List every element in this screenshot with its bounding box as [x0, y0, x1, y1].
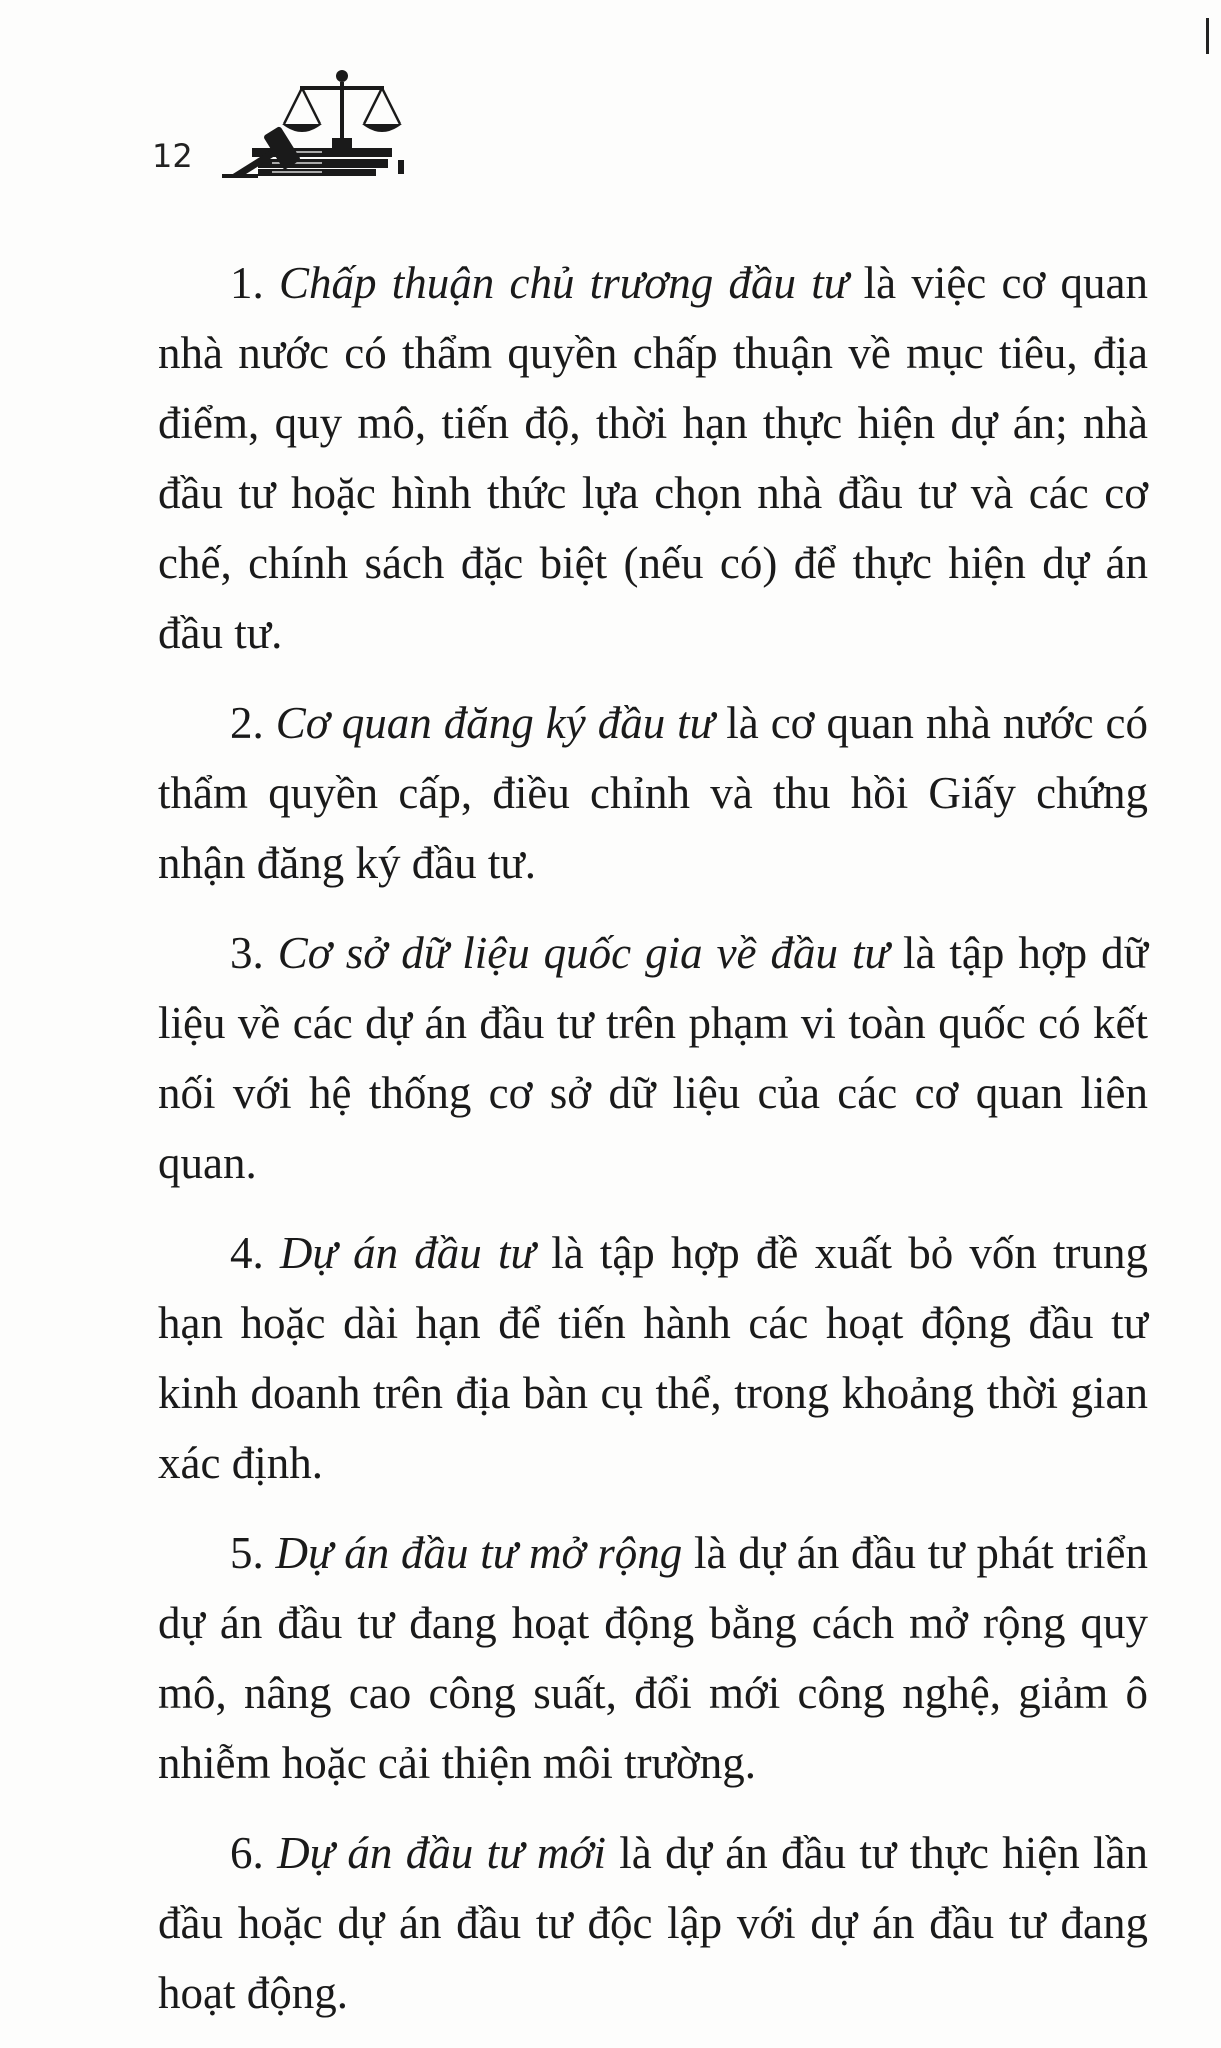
- definition-paragraph-3: [158, 918, 1148, 1198]
- definition-text: là việc cơ quan nhà nước có thẩm quyền chấp thuận về mục tiêu, địa điểm, quy mô, tiến độ, thời hạn thực hiện dự án; nhà đầu tư hoặc hình thức lựa chọn nhà đầu tư và các cơ chế, chính sách đặc biệt (nếu có) để thực hiện dự án đầu tư.: [158, 258, 1148, 658]
- defined-term: Chấp thuận chủ trương đầu tư: [279, 258, 849, 308]
- definition-paragraph-4: [158, 1218, 1148, 1498]
- item-number: 3.: [230, 928, 264, 978]
- definition-paragraph-5: [158, 1518, 1148, 1798]
- defined-term: Cơ quan đăng ký đầu tư: [275, 698, 715, 748]
- defined-term: Dự án đầu tư mở rộng: [275, 1528, 683, 1578]
- definitions-list: [158, 248, 1148, 2048]
- page-header: [152, 68, 452, 178]
- definition-text: là cơ quan nhà nước có thẩm quyền cấp, điều chỉnh và thu hồi Giấy chứng nhận đăng ký đầu tư.: [158, 698, 1149, 888]
- page-number: 12: [152, 137, 193, 175]
- definition-text: là dự án đầu tư thực hiện lần đầu hoặc dự án đầu tư độc lập với dự án đầu tư đang hoạt động.: [158, 1828, 1149, 2018]
- definition-paragraph-2: [158, 688, 1148, 898]
- defined-term: Cơ sở dữ liệu quốc gia về đầu tư: [277, 928, 889, 978]
- scan-edge-mark: [1206, 18, 1209, 54]
- defined-term: Dự án đầu tư: [279, 1228, 536, 1278]
- definition-paragraph-6: [158, 1818, 1148, 2028]
- item-number: 2.: [230, 698, 264, 748]
- item-number: 4.: [230, 1228, 264, 1278]
- defined-term: Dự án đầu tư mới: [277, 1828, 606, 1878]
- scales-and-gavel-icon: [222, 68, 452, 178]
- item-number: 1.: [230, 258, 264, 308]
- definition-text: là dự án đầu tư phát triển dự án đầu tư đang hoạt động bằng cách mở rộng quy mô, nâng cao công suất, đổi mới công nghệ, giảm ô nhiễm hoặc cải thiện môi trường.: [158, 1528, 1148, 1788]
- item-number: 6.: [230, 1828, 264, 1878]
- definition-text: là tập hợp dữ liệu về các dự án đầu tư trên phạm vi toàn quốc có kết nối với hệ thống cơ sở dữ liệu của các cơ quan liên quan.: [158, 928, 1149, 1188]
- definition-text: là tập hợp đề xuất bỏ vốn trung hạn hoặc dài hạn để tiến hành các hoạt động đầu tư kinh doanh trên địa bàn cụ thể, trong khoảng thời gian xác định.: [158, 1228, 1149, 1488]
- definition-paragraph-1: [158, 248, 1148, 668]
- item-number: 5.: [230, 1528, 264, 1578]
